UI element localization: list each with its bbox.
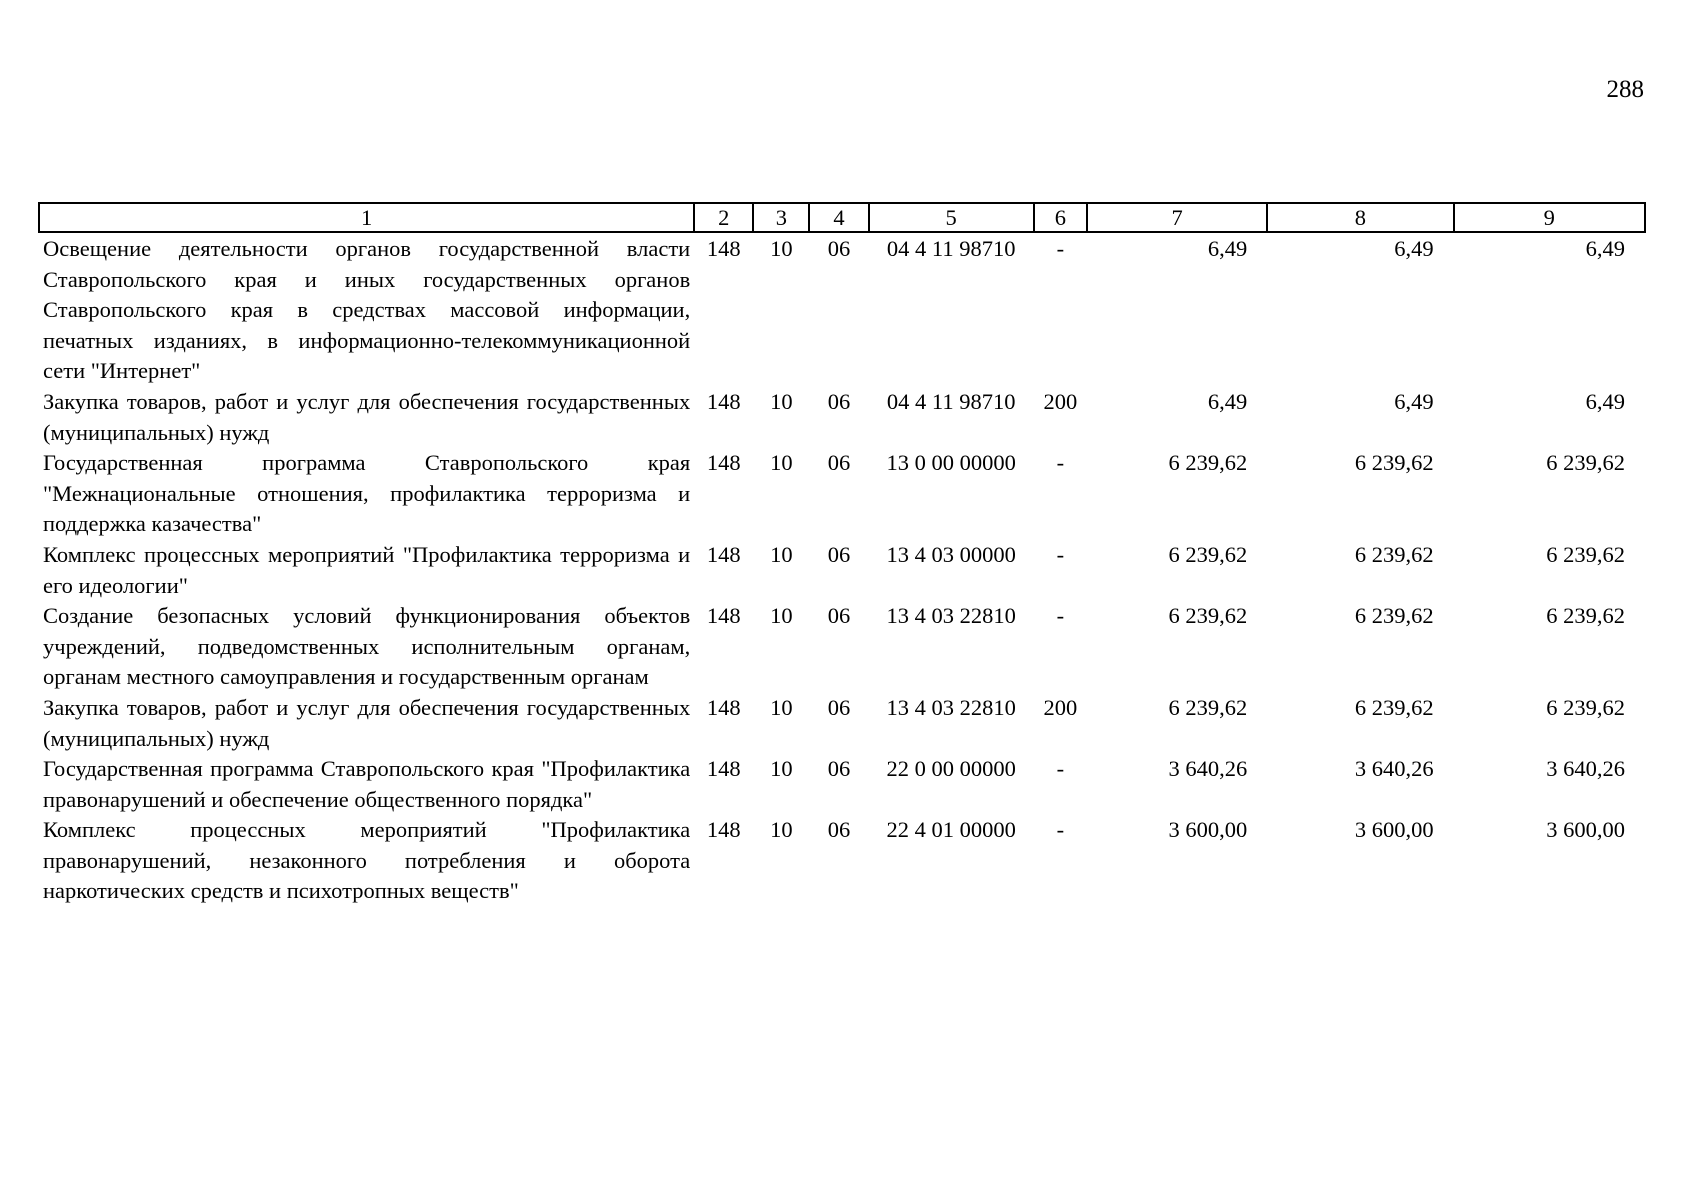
csr-cell: 13 4 03 22810 xyxy=(886,603,1016,629)
csr-cell: 04 4 11 98710 xyxy=(886,236,1016,261)
csr-cell: 22 4 01 00000 xyxy=(886,817,1016,843)
vr-cell: - xyxy=(1056,817,1065,843)
pr-cell: 06 xyxy=(827,817,851,843)
ved-cell: 148 xyxy=(706,694,741,720)
amount-cell: 6 239,62 xyxy=(1168,603,1248,629)
vr-cell: - xyxy=(1056,450,1065,476)
table-row xyxy=(39,387,1645,448)
vr-cell: 200 xyxy=(1043,694,1078,720)
amount-cell: 3 600,00 xyxy=(1354,817,1434,843)
rz-cell: 10 xyxy=(770,388,793,414)
vr-cell: - xyxy=(1056,756,1065,782)
amount-cell: 6,49 xyxy=(1394,236,1434,261)
ved-cell: 148 xyxy=(706,541,741,567)
csr-cell: 13 0 00 00000 xyxy=(886,450,1016,476)
rz-cell: 10 xyxy=(770,541,793,567)
table-row xyxy=(39,540,1645,601)
rz-cell: 10 xyxy=(770,756,793,782)
pr-cell: 06 xyxy=(827,756,851,782)
ved-cell: 148 xyxy=(706,817,741,843)
amount-cell: 3 600,00 xyxy=(1168,817,1248,843)
table-row xyxy=(39,448,1645,540)
amount-cell: 6 239,62 xyxy=(1354,541,1434,567)
amount-cell: 6 239,62 xyxy=(1354,694,1434,720)
amount-cell: 6,49 xyxy=(1585,388,1625,414)
pr-cell: 06 xyxy=(827,603,851,629)
amount-cell: 6,49 xyxy=(1207,236,1248,261)
header-cell: 6 xyxy=(1034,203,1087,232)
table-row xyxy=(39,754,1645,815)
table-row xyxy=(39,815,1645,907)
pr-cell: 06 xyxy=(827,694,851,720)
row-name-cell: Комплекс процессных мероприятий "Профилактика правонарушений, незаконного потребления и оборота наркотических средств и психотропных веществ" xyxy=(43,817,691,904)
table-row xyxy=(39,232,1645,387)
amount-cell: 6 239,62 xyxy=(1546,694,1625,720)
pr-cell: 06 xyxy=(827,450,851,476)
amount-cell: 3 640,26 xyxy=(1168,756,1248,782)
amount-cell: 6 239,62 xyxy=(1354,450,1434,476)
row-name-cell: Закупка товаров, работ и услуг для обеспечения государственных (муниципальных) нужд xyxy=(43,388,691,445)
csr-cell: 22 0 00 00000 xyxy=(886,756,1016,782)
ved-cell: 148 xyxy=(706,450,741,476)
ved-cell: 148 xyxy=(706,603,741,629)
table-row xyxy=(39,601,1645,693)
amount-cell: 3 640,26 xyxy=(1546,756,1625,782)
amount-cell: 3 600,00 xyxy=(1546,817,1625,843)
csr-cell: 13 4 03 00000 xyxy=(886,541,1016,567)
rz-cell: 10 xyxy=(770,694,793,720)
header-cell: 2 xyxy=(694,203,753,232)
vr-cell: - xyxy=(1056,236,1065,261)
header-cell: 8 xyxy=(1267,203,1453,232)
rz-cell: 10 xyxy=(770,817,793,843)
amount-cell: 6 239,62 xyxy=(1354,603,1434,629)
amount-cell: 6 239,62 xyxy=(1546,603,1625,629)
header-cell: 9 xyxy=(1454,203,1645,232)
ved-cell: 148 xyxy=(706,388,741,414)
header-cell: 4 xyxy=(809,203,868,232)
amount-cell: 6,49 xyxy=(1207,388,1248,414)
header-cell: 5 xyxy=(869,203,1034,232)
vr-cell: 200 xyxy=(1043,388,1078,414)
row-name-cell: Освещение деятельности органов государственной власти Ставропольского края и иных государственных органов Ставропольского края в средствах массовой информации, печатных изданиях, в информационно-телекоммуникационной сети "Интернет" xyxy=(43,236,691,384)
amount-cell: 6 239,62 xyxy=(1168,694,1248,720)
header-cell: 1 xyxy=(39,203,694,232)
amount-cell: 6 239,62 xyxy=(1168,541,1248,567)
row-name-cell: Государственная программа Ставропольского края "Межнациональные отношения, профилактика терроризма и поддержка казачества" xyxy=(43,450,691,537)
row-name-cell: Государственная программа Ставропольского края "Профилактика правонарушений и обеспечение общественного порядка" xyxy=(43,756,691,812)
amount-cell: 6 239,62 xyxy=(1546,541,1625,567)
table-row xyxy=(39,693,1645,754)
amount-cell: 6,49 xyxy=(1585,236,1625,261)
ved-cell: 148 xyxy=(706,236,741,261)
csr-cell: 04 4 11 98710 xyxy=(886,388,1016,414)
amount-cell: 6 239,62 xyxy=(1168,450,1248,476)
rz-cell: 10 xyxy=(770,236,793,261)
vr-cell: - xyxy=(1056,603,1065,629)
vr-cell: - xyxy=(1056,541,1065,567)
header-row xyxy=(39,203,1645,232)
pr-cell: 06 xyxy=(827,388,851,414)
rz-cell: 10 xyxy=(770,450,793,476)
pr-cell: 06 xyxy=(827,236,851,261)
row-name-cell: Комплекс процессных мероприятий "Профилактика терроризма и его идеологии" xyxy=(43,541,691,598)
header-cell: 7 xyxy=(1087,203,1267,232)
amount-cell: 3 640,26 xyxy=(1354,756,1434,782)
ved-cell: 148 xyxy=(706,756,741,782)
rz-cell: 10 xyxy=(770,603,793,629)
row-name-cell: Создание безопасных условий функционирования объектов учреждений, подведомственных исполнительным органам, органам местного самоуправления и государственным органам xyxy=(43,603,691,690)
row-name-cell: Закупка товаров, работ и услуг для обеспечения государственных (муниципальных) нужд xyxy=(43,694,691,751)
pr-cell: 06 xyxy=(827,541,851,567)
csr-cell: 13 4 03 22810 xyxy=(886,694,1016,720)
header-cell: 3 xyxy=(753,203,809,232)
amount-cell: 6,49 xyxy=(1394,388,1434,414)
amount-cell: 6 239,62 xyxy=(1546,450,1625,476)
budget-table xyxy=(38,202,1646,907)
page-number: 288 xyxy=(1606,76,1644,103)
